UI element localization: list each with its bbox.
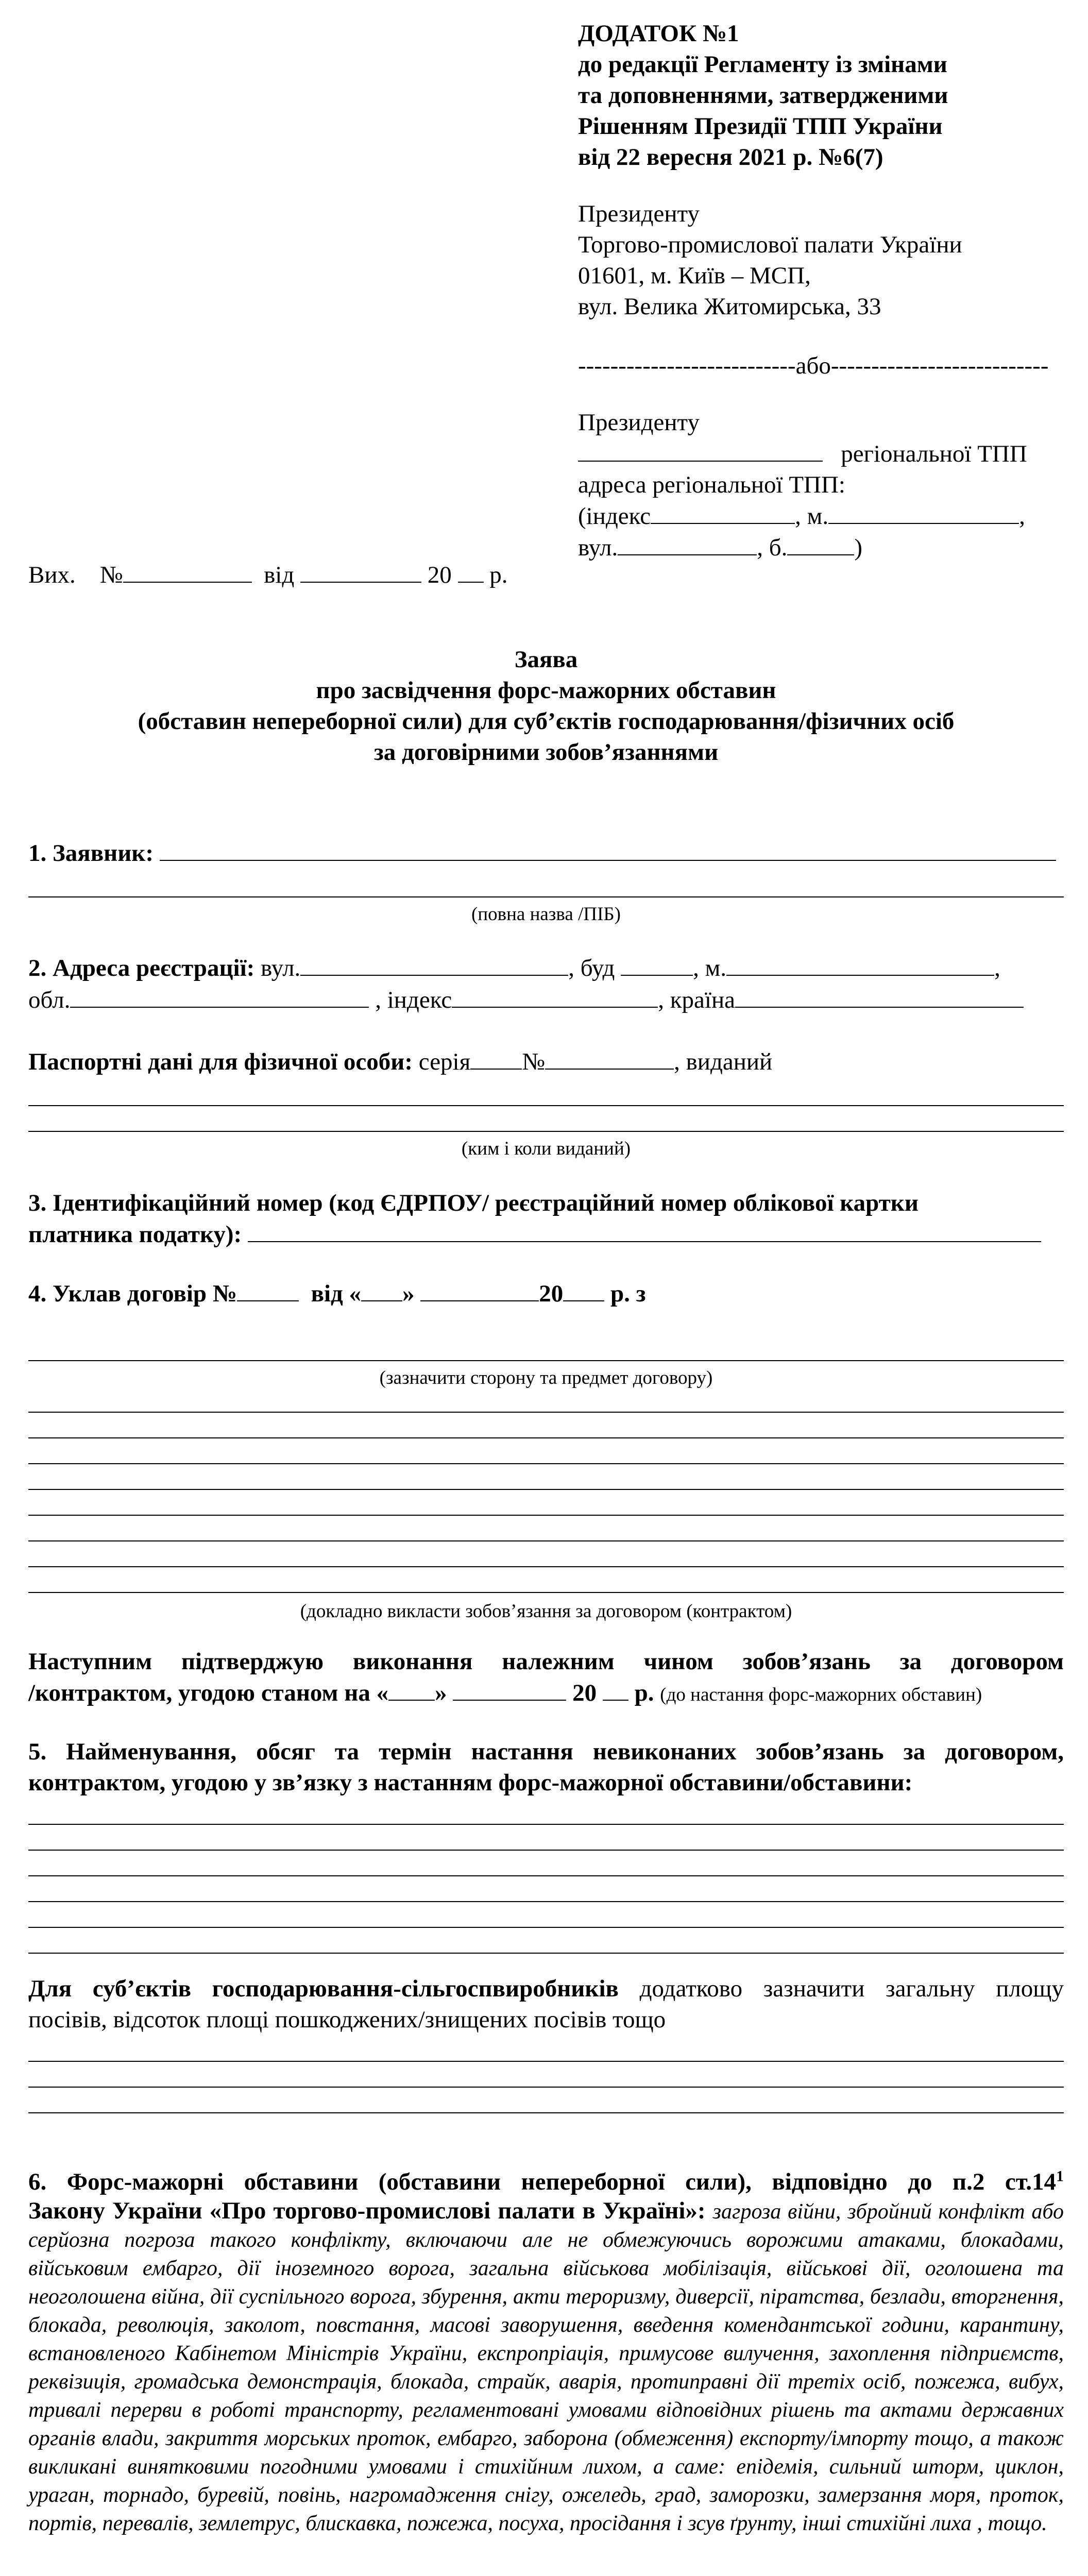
- passport-hint: (ким і коли виданий): [461, 1138, 631, 1159]
- field-line[interactable]: [28, 1131, 1064, 1132]
- city-field[interactable]: [726, 952, 994, 976]
- city-label: , м.: [795, 503, 829, 530]
- confirm-line1: Наступним підтверджую виконання належним чином зобов’язань за договором: [28, 1648, 1064, 1675]
- section-unfulfilled: 5. Найменування, обсяг та термін настання невиконаних зобов’язань за договором,: [28, 1738, 1064, 1765]
- passport-no-field[interactable]: [545, 1046, 674, 1070]
- contract-hint: (зазначити сторону та предмет договору): [379, 1367, 713, 1388]
- street-label: вул.: [578, 534, 618, 561]
- field-line[interactable]: [28, 1901, 1064, 1902]
- regional-address-label: адреса регіональної ТПП:: [578, 471, 845, 498]
- form-subtitle: (обставин непереборної сили) для суб’єктів господарювання/фізичних осіб: [138, 708, 955, 735]
- field-line[interactable]: [28, 896, 1064, 897]
- field-line[interactable]: [28, 1850, 1064, 1851]
- regional-tpp-blank[interactable]: [578, 438, 823, 462]
- field-line[interactable]: [28, 1953, 1064, 1954]
- confirm-day-field[interactable]: [388, 1677, 435, 1701]
- section-applicant: 1. Заявник:: [28, 837, 1064, 869]
- addressee-line: Президенту: [578, 200, 700, 227]
- regional-president: Президенту: [578, 409, 700, 436]
- id-number-field[interactable]: [248, 1218, 1041, 1242]
- field-line[interactable]: [28, 2087, 1064, 2088]
- applicant-hint: (повна назва /ПІБ): [471, 904, 621, 925]
- city-blank[interactable]: [828, 500, 1019, 524]
- field-line[interactable]: [28, 2112, 1064, 2113]
- index-field[interactable]: [452, 984, 658, 1008]
- contract-no-field[interactable]: [237, 1278, 299, 1301]
- field-line[interactable]: [28, 1566, 1064, 1567]
- field-line[interactable]: [28, 1515, 1064, 1516]
- contract-month-field[interactable]: [420, 1278, 539, 1301]
- form-subtitle: про засвідчення форс-мажорних обставин: [316, 677, 776, 704]
- addressee-line: вул. Велика Житомирська, 33: [578, 293, 881, 320]
- building-blank[interactable]: [787, 532, 854, 555]
- index-label: (індекс: [578, 503, 651, 530]
- agri-line1: Для суб’єктів господарювання-сільгоспвиробників додатково зазначити загальну площу: [28, 1975, 1064, 2002]
- appendix-block: [578, 18, 1073, 173]
- contract-year-field[interactable]: [563, 1278, 604, 1301]
- outgoing-no-blank[interactable]: [123, 559, 252, 583]
- or-separator: ---------------------------або---------------------------: [578, 352, 1049, 379]
- field-line[interactable]: [28, 1824, 1064, 1825]
- section-address-line2: обл. , індекс , країна: [28, 984, 1064, 1015]
- force-majeure-list: Закону України «Про торгово-промислові палати в Україні»: загроза війни, збройний конфлікт або серйозна погроза такого конфлікту, включаючи але не обмежуючись ворожими атаками, блокадами, військовим ембарго, дії іноземного ворога, загальна військова мобілізація, військові дії, оголошена та неоголошена війна, дії суспільного ворога, збурення, акти тероризму, диверсії, піратства, безлади, вторгнення, блокада, революція, заколот, повстання, масові заворушення, введення комендантської години, карантину, встановленого Кабінетом Міністрів України, експропріація, примусове вилучення, захоплення підприємств, реквізиція, громадська демонстрація, блокада, страйк, аварія, протиправні дії третіх осіб, пожежа, вибух, тривалі перерви в роботі транспорту, регламентовані умовами відповідних рішень та актами державних органів влади, закриття морських проток, ембарго, заборона (обмеження) експорту/імпорту тощо, а також викликані винятковими погодними умовами і стихійним лихом, а саме: епідемія, сильний шторм, циклон, ураган, торнадо, буревій, повінь, нагромадження снігу, ожеледь, град, заморозки, замерзання моря, проток, портів, перевалів, землетрус, блискавка, пожежа, посуха, просідання і зсув ґрунту, інші стихійні лиха , тощо.: [28, 2197, 1064, 2535]
- confirm-month-field[interactable]: [453, 1677, 566, 1701]
- addressee-regional: Президенту регіональної ТПП адреса регіональної ТПП: (індекс , м. , вул. , б. ): [578, 407, 1073, 563]
- form-subtitle: за договірними зобов’язаннями: [373, 739, 719, 766]
- regional-tpp-label: регіональної ТПП: [841, 440, 1027, 467]
- appendix-line: до редакції Регламенту із змінами: [578, 51, 947, 78]
- section-id-number: 3. Ідентифікаційний номер (код ЄДРПОУ/ реєстраційний номер облікової картки: [28, 1190, 919, 1216]
- field-line[interactable]: [28, 1412, 1064, 1413]
- section-passport: Паспортні дані для фізичної особи: серія № , виданий: [28, 1046, 1064, 1077]
- field-line[interactable]: [28, 1592, 1064, 1593]
- form-title: Заява: [514, 646, 578, 673]
- field-line[interactable]: [28, 1463, 1064, 1464]
- form-title-block: [28, 644, 1064, 768]
- addressee-main: [578, 198, 1073, 322]
- confirm-line2: /контрактом, угодою станом на « » 20 р. (до настання форс-мажорних обставин): [28, 1677, 1064, 1710]
- index-blank[interactable]: [651, 500, 795, 524]
- section-force-majeure: 6. Форс-мажорні обставини (обставини непереборної сили), відповідно до п.2 $ст.14^1$: [28, 2167, 1064, 2195]
- building-label: , б.: [757, 534, 788, 561]
- field-line[interactable]: [28, 1360, 1064, 1361]
- street-field[interactable]: [300, 952, 568, 976]
- section-address: 2. Адреса реєстрації: вул. , буд , м. ,: [28, 952, 1064, 984]
- field-line[interactable]: [28, 2061, 1064, 2062]
- confirm-year-field[interactable]: [603, 1677, 628, 1701]
- passport-series-field[interactable]: [470, 1046, 522, 1070]
- agri-line2: посівів, відсоток площі пошкоджених/знищених посівів тощо: [28, 2006, 666, 2033]
- contract-day-field[interactable]: [361, 1278, 402, 1301]
- field-line[interactable]: [28, 1875, 1064, 1876]
- region-field[interactable]: [70, 984, 369, 1008]
- addressee-line: 01601, м. Київ – МСП,: [578, 262, 811, 289]
- field-line[interactable]: [28, 1437, 1064, 1438]
- field-line[interactable]: [28, 1927, 1064, 1928]
- appendix-title: ДОДАТОК №1: [578, 20, 739, 47]
- addressee-line: Торгово-промислової палати України: [578, 231, 962, 258]
- obligations-hint: (докладно викласти зобов’язання за договором (контрактом): [300, 1601, 792, 1622]
- appendix-line: Рішенням Президії ТПП України: [578, 113, 943, 140]
- appendix-line: та доповненнями, затвердженими: [578, 82, 948, 109]
- field-line[interactable]: [28, 1105, 1064, 1106]
- section-id-number-line2: платника податку):: [28, 1218, 1064, 1250]
- outgoing-date-blank[interactable]: [300, 559, 421, 583]
- section-contract: 4. Уклав договір № від « » 20 р. з: [28, 1278, 646, 1309]
- building-field[interactable]: [621, 952, 693, 976]
- section-unfulfilled-line2: контрактом, угодою у зв’язку з настанням форс-мажорної обставини/обставини:: [28, 1769, 913, 1796]
- applicant-field[interactable]: [160, 837, 1056, 861]
- appendix-line: від 22 вересня 2021 р. №6(7): [578, 144, 883, 171]
- field-line[interactable]: [28, 1540, 1064, 1541]
- country-field[interactable]: [735, 984, 1024, 1008]
- outgoing-number: Вих. № від 20 р.: [28, 559, 508, 590]
- street-blank[interactable]: [618, 532, 757, 555]
- outgoing-year-blank[interactable]: [458, 559, 484, 583]
- field-line[interactable]: [28, 1489, 1064, 1490]
